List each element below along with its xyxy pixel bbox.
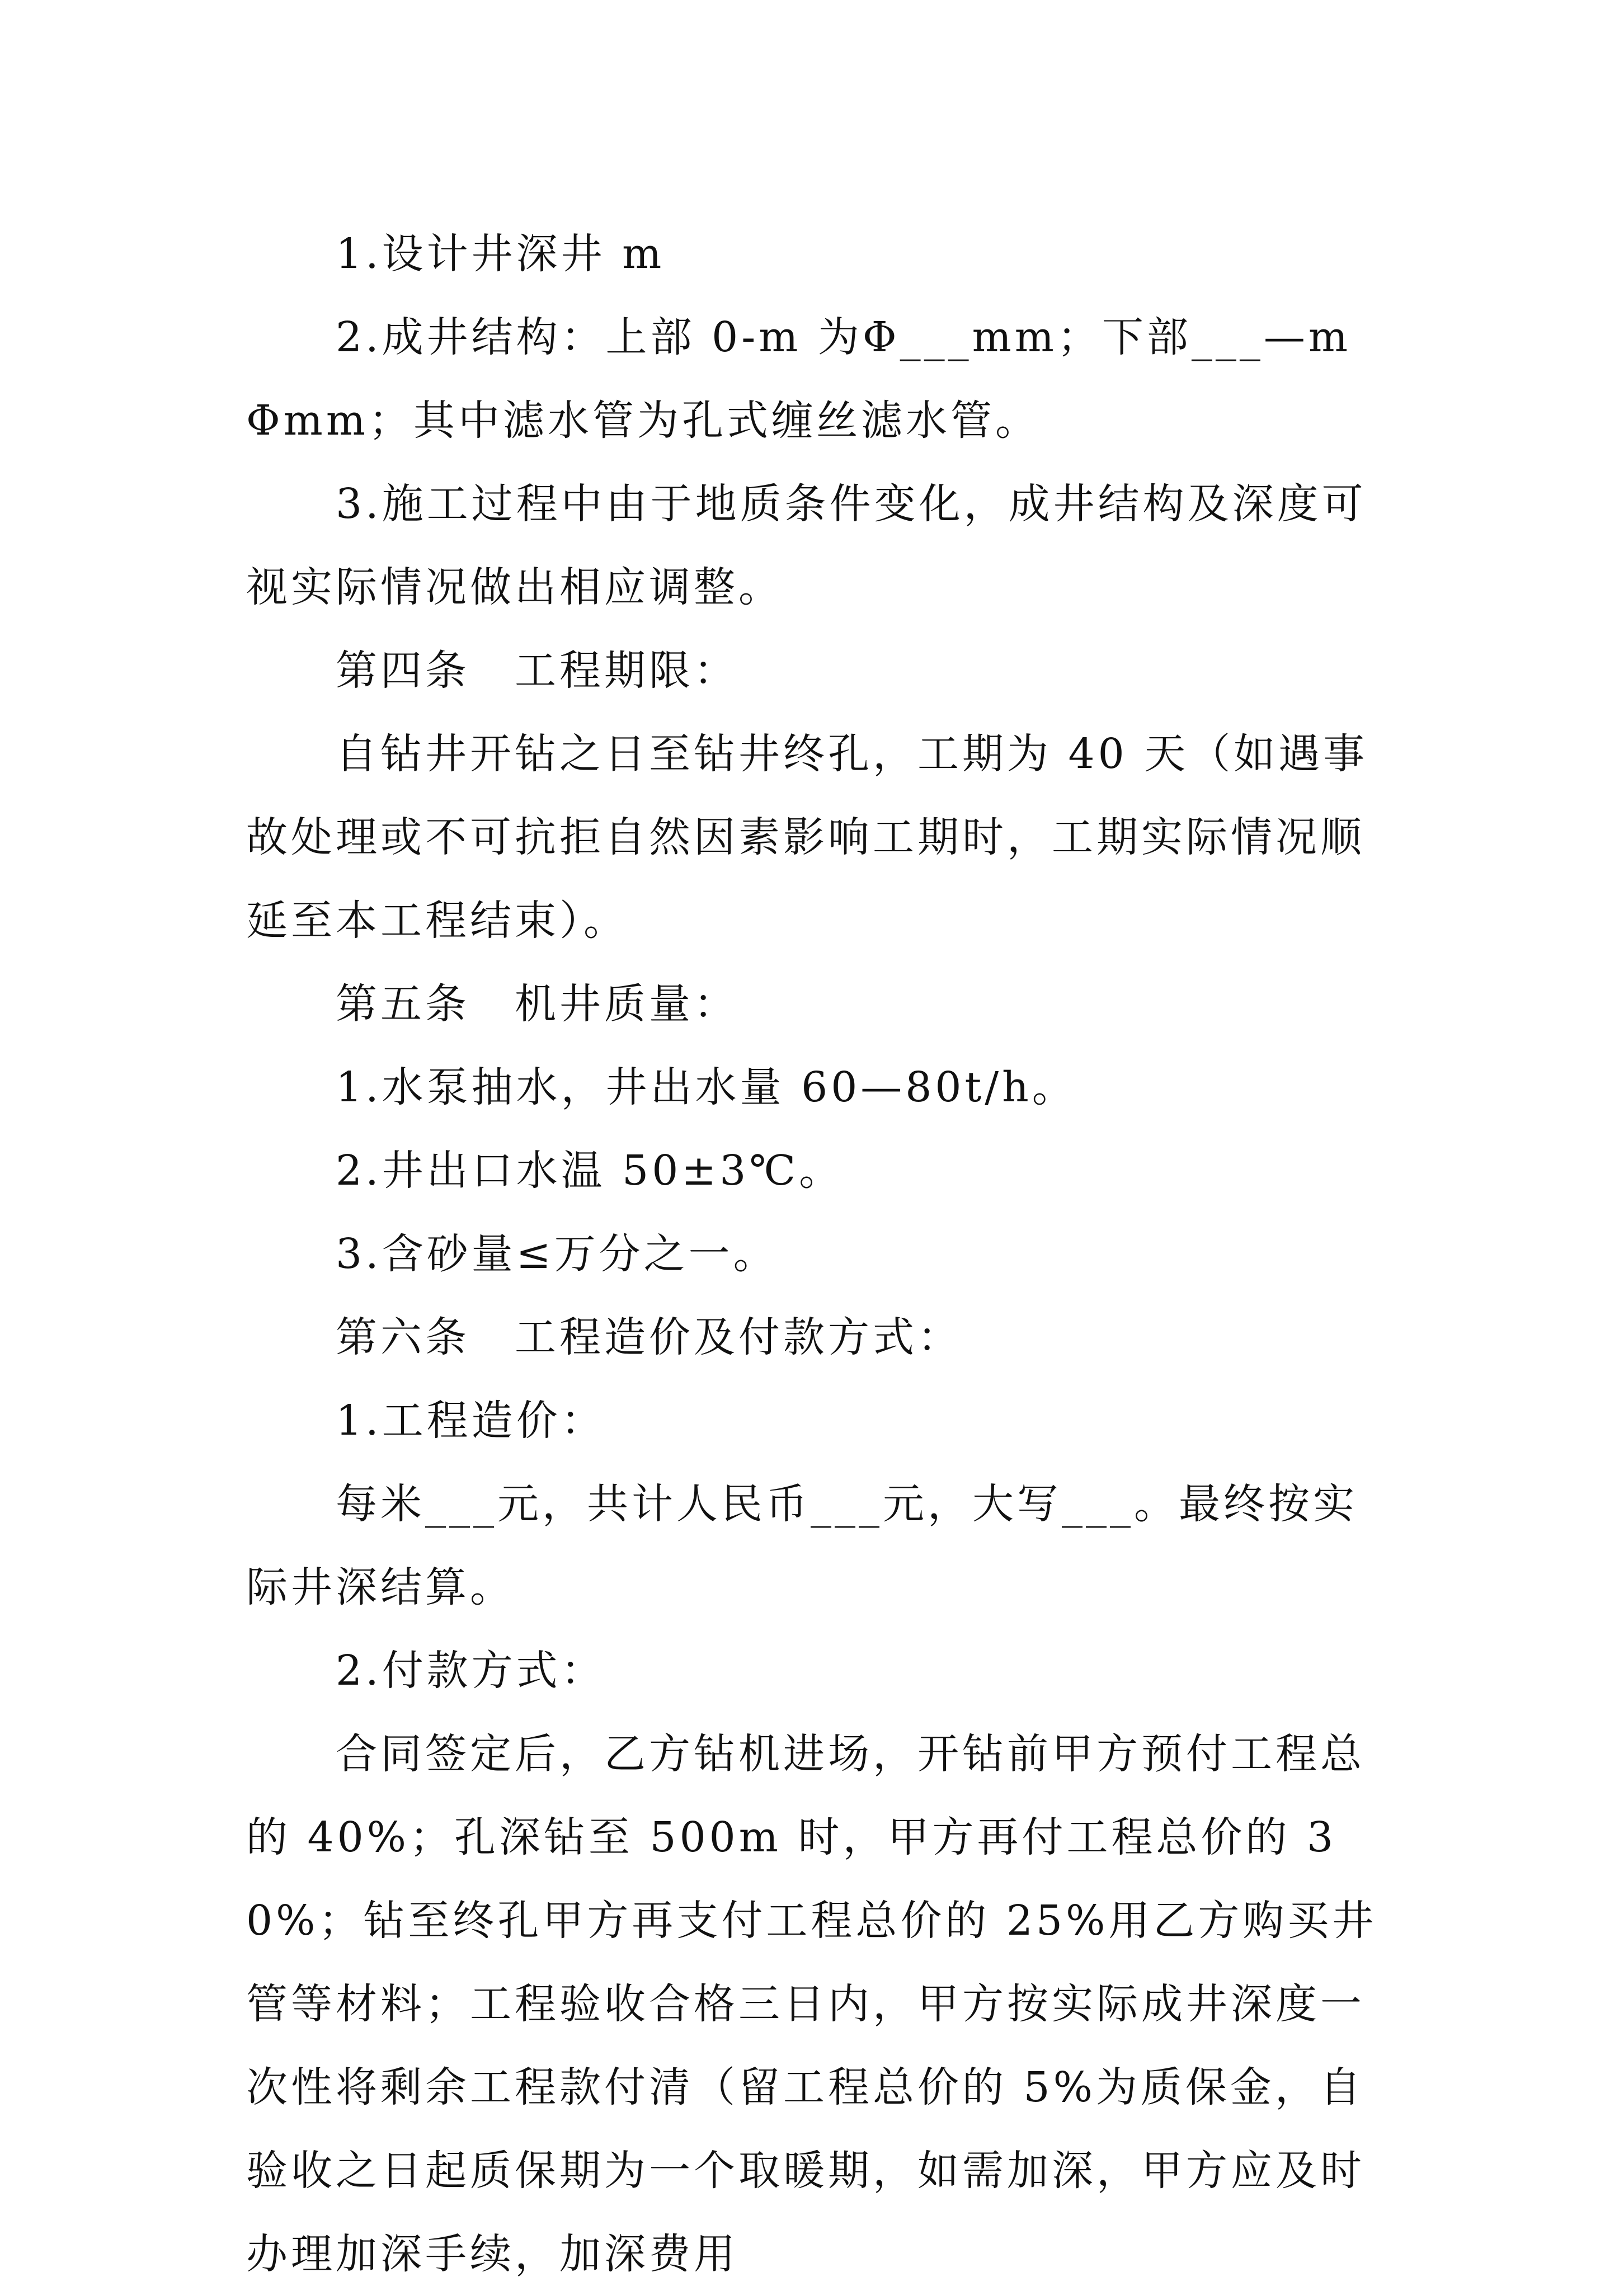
paragraph: 3.含砂量≤万分之一。 xyxy=(336,1230,778,1278)
paragraph: 1.设计井深井 m xyxy=(336,230,665,278)
document-body xyxy=(246,213,1387,2296)
paragraph: 3.施工过程中由于地质条件变化，成井结构及深度可视实际情况做出相应调整。 xyxy=(246,480,1367,611)
section-heading: 第六条 工程造价及付款方式： xyxy=(336,1313,962,1361)
paragraph: 2.井出口水温 50±3℃。 xyxy=(336,1147,844,1195)
paragraph: 合同签定后，乙方钻机进场，开钻前甲方预付工程总的 40%；孔深钻至 500m 时，甲方再付工程总价的 30%；钻至终孔甲方再支付工程总价的 25%用乙方购买井管等材料；工程验收合格三日内，甲方按实际成井深度一次性将剩余工程款付清（留工程总价的 5%为质保金，自验收之日起质保期为一个取暖期，如需加深，甲方应及时办理加深手续，加深费用 xyxy=(246,1730,1377,2278)
section-heading: 第五条 机井质量： xyxy=(336,980,738,1028)
paragraph: 每米___元，共计人民币___元，大写___。最终按实际井深结算。 xyxy=(246,1480,1358,1611)
paragraph: 1.水泵抽水，井出水量 60—80t/h。 xyxy=(336,1063,1077,1111)
paragraph: 2.付款方式： xyxy=(336,1647,606,1695)
paragraph: 2.成井结构：上部 0-m 为Φ___mm；下部___—mΦmm；其中滤水管为孔式缠丝滤水管。 xyxy=(246,313,1352,445)
paragraph: 自钻井开钻之日至钻井终孔，工期为 40 天（如遇事故处理或不可抗拒自然因素影响工期时，工期实际情况顺延至本工程结束）。 xyxy=(246,730,1368,945)
paragraph: 1.工程造价： xyxy=(336,1397,606,1445)
section-heading: 第四条 工程期限： xyxy=(336,647,738,695)
